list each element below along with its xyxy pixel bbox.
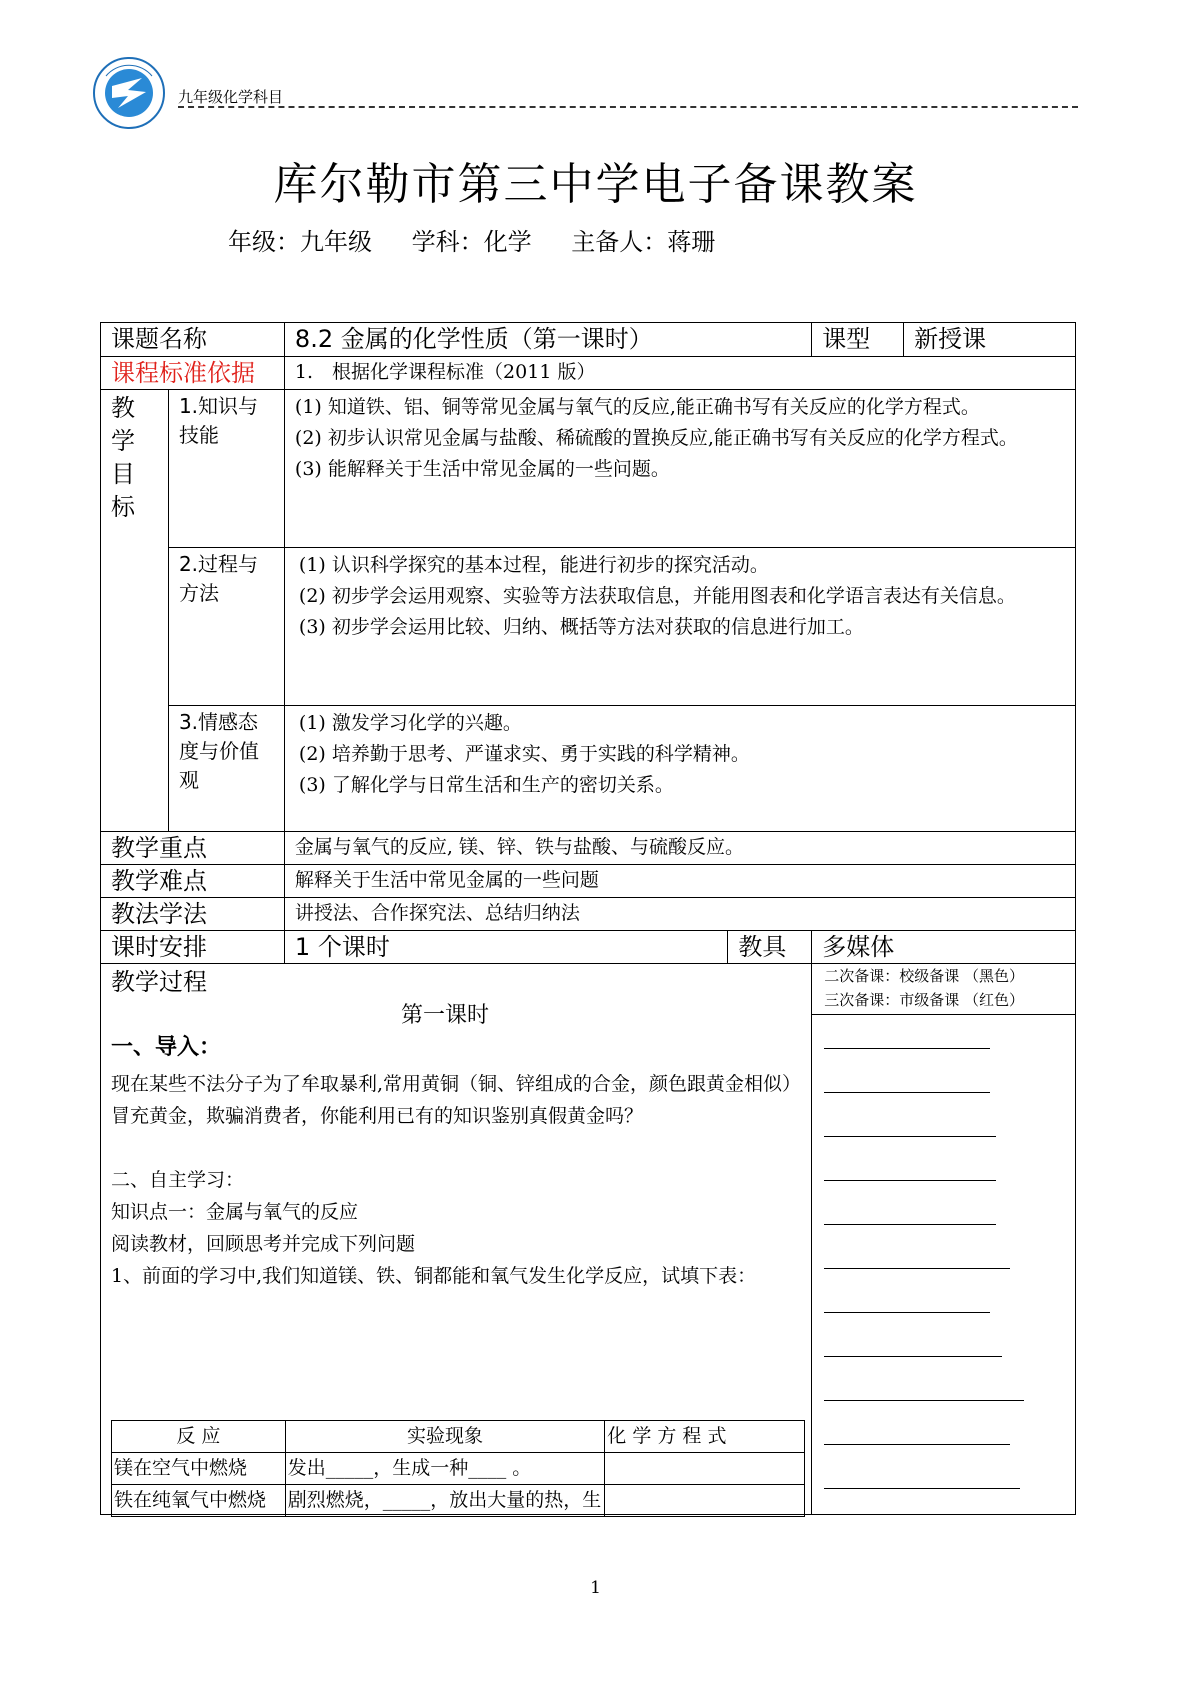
table-row bbox=[112, 1453, 805, 1485]
goal1-row bbox=[101, 390, 1076, 548]
goal1-label: 1.知识与技能 bbox=[168, 390, 284, 548]
standard-label: 课程标准依据 bbox=[101, 357, 285, 390]
city-prep-note: 三次备课：市级备课 （红色） bbox=[824, 991, 1025, 1009]
note-line[interactable] bbox=[824, 1312, 990, 1313]
lesson-title: 第一课时 bbox=[401, 1003, 490, 1028]
goal3-line: (3) 了解化学与日常生活和生产的密切关系。 bbox=[298, 774, 674, 796]
equation-cell[interactable] bbox=[605, 1453, 805, 1485]
goal3-line: (1) 激发学习化学的兴趣。 bbox=[298, 712, 522, 734]
meta-row bbox=[228, 222, 747, 257]
goal3-label: 3.情感态度与价值观 bbox=[168, 706, 284, 832]
schedule-label: 课时安排 bbox=[101, 931, 285, 964]
preparer-label: 主备人：蒋珊 bbox=[571, 228, 716, 256]
goal1-line: (1) 知道铁、铝、铜等常见金属与氧气的反应,能正确书写有关反应的化学方程式。 bbox=[294, 396, 980, 418]
standard-row bbox=[101, 357, 1076, 390]
goal2-line: (2) 初步学会运用观察、实验等方法获取信息，并能用图表和化学语言表达有关信息。 bbox=[298, 585, 1016, 607]
reaction-cell: 镁在空气中燃烧 bbox=[112, 1453, 286, 1485]
goal1-line: (3) 能解释关于生活中常见金属的一些问题。 bbox=[294, 458, 670, 480]
self-study-heading: 二、自主学习： bbox=[111, 1169, 245, 1191]
note-line[interactable] bbox=[824, 1136, 996, 1137]
goal2-line: (3) 初步学会运用比较、归纳、概括等方法对获取的信息进行加工。 bbox=[298, 616, 864, 638]
goal1-content bbox=[284, 390, 1075, 548]
equation-cell[interactable] bbox=[605, 1485, 805, 1517]
grade-label: 年级：九年级 bbox=[228, 228, 372, 256]
key-label: 教学重点 bbox=[101, 832, 285, 865]
goals-label: 教学目标 bbox=[101, 390, 169, 832]
schedule-value: 1 个课时 bbox=[284, 931, 727, 964]
note-line[interactable] bbox=[824, 1224, 996, 1225]
process-label: 教学过程 bbox=[111, 968, 207, 996]
lesson-plan-table bbox=[100, 322, 1076, 1515]
topic-label: 课题名称 bbox=[101, 323, 285, 357]
goal2-line: (1) 认识科学探究的基本过程，能进行初步的探究活动。 bbox=[298, 554, 769, 576]
note-line[interactable] bbox=[824, 1048, 990, 1049]
note-line[interactable] bbox=[824, 1488, 1020, 1489]
secondary-prep-header bbox=[812, 964, 1075, 1015]
phenomenon-cell[interactable]: 剧烈燃烧，_____，放出大量的热，生 bbox=[285, 1485, 605, 1517]
process-cell bbox=[101, 964, 812, 1515]
goal3-row bbox=[101, 706, 1076, 832]
header-equation: 化 学 方 程 式 bbox=[605, 1421, 805, 1453]
goal2-content bbox=[284, 548, 1075, 706]
note-line[interactable] bbox=[824, 1400, 1024, 1401]
goal3-line: (2) 培养勤于思考、严谨求实、勇于实践的科学精神。 bbox=[298, 743, 750, 765]
method-value: 讲授法、合作探究法、总结归纳法 bbox=[284, 898, 1075, 931]
difficult-row bbox=[101, 865, 1076, 898]
read-instruction: 阅读教材，回顾思考并完成下列问题 bbox=[111, 1233, 416, 1255]
goal2-label: 2.过程与方法 bbox=[168, 548, 284, 706]
intro-heading: 一、导入： bbox=[111, 1035, 222, 1060]
reaction-table bbox=[111, 1420, 805, 1517]
reaction-cell: 铁在纯氧气中燃烧 bbox=[112, 1485, 286, 1517]
note-line[interactable] bbox=[824, 1268, 1010, 1269]
key-value: 金属与氧气的反应, 镁、锌、铁与盐酸、与硫酸反应。 bbox=[284, 832, 1075, 865]
schedule-row bbox=[101, 931, 1076, 964]
method-label: 教法学法 bbox=[101, 898, 285, 931]
tools-value: 多媒体 bbox=[812, 931, 1076, 964]
difficult-label: 教学难点 bbox=[101, 865, 285, 898]
question-1: 1、前面的学习中,我们知道镁、铁、铜都能和氧气发生化学反应，试填下表： bbox=[111, 1265, 757, 1287]
header-divider bbox=[178, 106, 1078, 108]
standard-value: 1. 根据化学课程标准（2011 版） bbox=[284, 357, 1075, 390]
page-title: 库尔勒市第三中学电子备课教案 bbox=[273, 159, 918, 210]
difficult-value: 解释关于生活中常见金属的一些问题 bbox=[284, 865, 1075, 898]
table-row bbox=[112, 1485, 805, 1517]
type-value: 新授课 bbox=[904, 323, 1076, 357]
note-line[interactable] bbox=[824, 1444, 1010, 1445]
type-label: 课型 bbox=[812, 323, 904, 357]
tools-label: 教具 bbox=[728, 931, 812, 964]
note-line[interactable] bbox=[824, 1180, 996, 1181]
note-line[interactable] bbox=[824, 1092, 990, 1093]
topic-value: 8.2 金属的化学性质（第一课时） bbox=[284, 323, 811, 357]
goal2-row bbox=[101, 548, 1076, 706]
reaction-table-header bbox=[112, 1421, 805, 1453]
page-number: 1 bbox=[590, 1578, 601, 1598]
school-prep-note: 二次备课：校级备课 （黑色） bbox=[824, 967, 1025, 985]
topic-row bbox=[101, 323, 1076, 357]
header-reaction: 反 应 bbox=[112, 1421, 286, 1453]
process-row bbox=[101, 964, 1076, 1515]
knowledge-point-1: 知识点一：金属与氧气的反应 bbox=[111, 1201, 359, 1223]
goal1-line: (2) 初步认识常见金属与盐酸、稀硫酸的置换反应,能正确书写有关反应的化学方程式。 bbox=[294, 427, 1018, 449]
subject-label: 学科：化学 bbox=[411, 228, 532, 256]
phenomenon-cell[interactable]: 发出_____，生成一种____ 。 bbox=[285, 1453, 605, 1485]
school-logo bbox=[92, 56, 166, 130]
method-row bbox=[101, 898, 1076, 931]
key-row bbox=[101, 832, 1076, 865]
secondary-prep-cell bbox=[812, 964, 1076, 1515]
subject-line: 九年级化学科目 bbox=[178, 88, 284, 106]
goal3-content bbox=[284, 706, 1075, 832]
intro-text: 现在某些不法分子为了牟取暴利,常用黄铜（铜、锌组成的合金，颜色跟黄金相似）冒充黄金，欺骗消费者，你能利用已有的知识鉴别真假黄金吗？ bbox=[111, 1073, 792, 1127]
note-line[interactable] bbox=[824, 1356, 1002, 1357]
header-phenomenon: 实验现象 bbox=[285, 1421, 605, 1453]
